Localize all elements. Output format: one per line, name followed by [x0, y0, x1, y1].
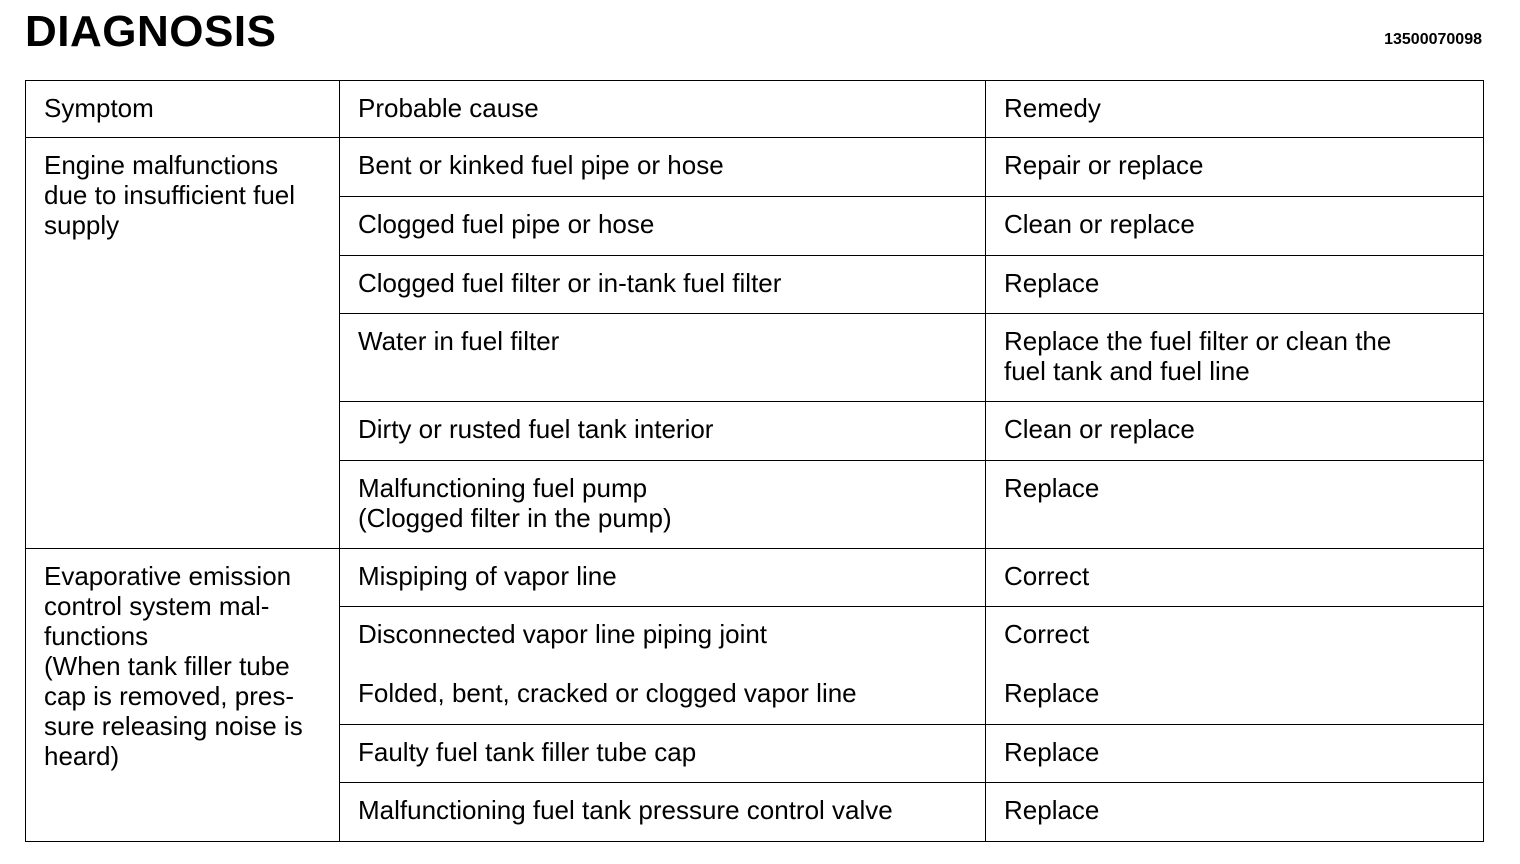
symptom-cell: Engine malfunctions due to insufficient fuel supply [26, 138, 340, 549]
cause-cell: Disconnected vapor line piping joint [340, 607, 986, 666]
cause-cell: Malfunctioning fuel tank pressure control valve [340, 783, 986, 842]
remedy-cell: Replace [986, 783, 1484, 842]
remedy-cell: Replace [986, 256, 1484, 314]
table-header-row [26, 81, 1484, 138]
remedy-cell: Clean or replace [986, 402, 1484, 461]
cause-cell: Bent or kinked fuel pipe or hose [340, 138, 986, 197]
table-row [26, 138, 1484, 197]
cause-cell: Malfunctioning fuel pump (Clogged filter in the pump) [340, 461, 986, 549]
remedy-cell: Replace the fuel filter or clean the fuel tank and fuel line [986, 314, 1484, 402]
cause-cell: Clogged fuel filter or in-tank fuel filter [340, 256, 986, 314]
column-header-remedy: Remedy [986, 81, 1484, 138]
cause-cell: Mispiping of vapor line [340, 549, 986, 607]
remedy-cell: Replace [986, 725, 1484, 783]
column-header-probable-cause: Probable cause [340, 81, 986, 138]
remedy-cell: Correct [986, 549, 1484, 607]
cause-cell: Faulty fuel tank filler tube cap [340, 725, 986, 783]
column-header-symptom: Symptom [26, 81, 340, 138]
diagnosis-table [25, 80, 1484, 842]
remedy-cell: Correct [986, 607, 1484, 666]
document-code: 13500070098 [1384, 31, 1482, 48]
remedy-cell: Clean or replace [986, 197, 1484, 256]
cause-cell: Clogged fuel pipe or hose [340, 197, 986, 256]
table-row [26, 549, 1484, 607]
symptom-cell: Evaporative emission control system mal- functions (When tank filler tube cap is removed, pres- sure releasing noise is heard) [26, 549, 340, 842]
cause-cell: Water in fuel filter [340, 314, 986, 402]
page-title: DIAGNOSIS [25, 7, 277, 56]
remedy-cell: Replace [986, 461, 1484, 549]
remedy-cell: Repair or replace [986, 138, 1484, 197]
remedy-cell: Replace [986, 666, 1484, 725]
cause-cell: Dirty or rusted fuel tank interior [340, 402, 986, 461]
cause-cell: Folded, bent, cracked or clogged vapor line [340, 666, 986, 725]
